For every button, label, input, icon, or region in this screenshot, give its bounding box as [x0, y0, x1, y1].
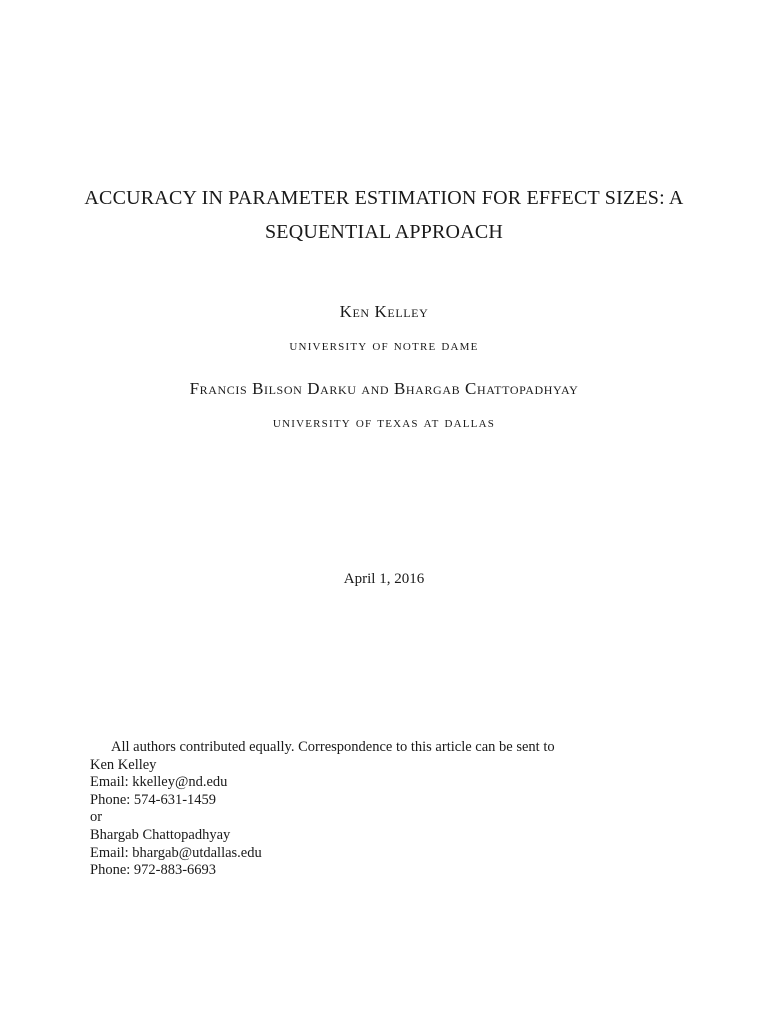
correspondence-line: Email: bhargab@utdallas.edu [90, 844, 262, 861]
correspondence-line: Ken Kelley [90, 756, 157, 773]
correspondence-line: Bhargab Chattopadhyay [90, 826, 231, 843]
paper-title-line-2: SEQUENTIAL APPROACH [264, 221, 504, 243]
author-affiliation-2: university of texas at dallas [272, 415, 496, 431]
correspondence-intro: All authors contributed equally. Correspondence to this article can be sent to [111, 739, 555, 755]
correspondence-line: Phone: 972-883-6693 [90, 862, 217, 879]
author-names-2: Francis Bilson Darku and Bhargab Chattopadhyay [189, 379, 579, 398]
paper-date: April 1, 2016 [343, 571, 425, 587]
author-affiliation-1: university of notre dame [289, 338, 479, 354]
correspondence-note [90, 739, 690, 880]
author-name-1: Ken Kelley [339, 302, 429, 321]
paper-title-line-1: ACCURACY IN PARAMETER ESTIMATION FOR EFFECT SIZES: A [84, 187, 684, 209]
correspondence-line: Email: kkelley@nd.edu [90, 774, 228, 791]
correspondence-line: Phone: 574-631-1459 [90, 791, 217, 808]
correspondence-line: or [90, 809, 103, 826]
